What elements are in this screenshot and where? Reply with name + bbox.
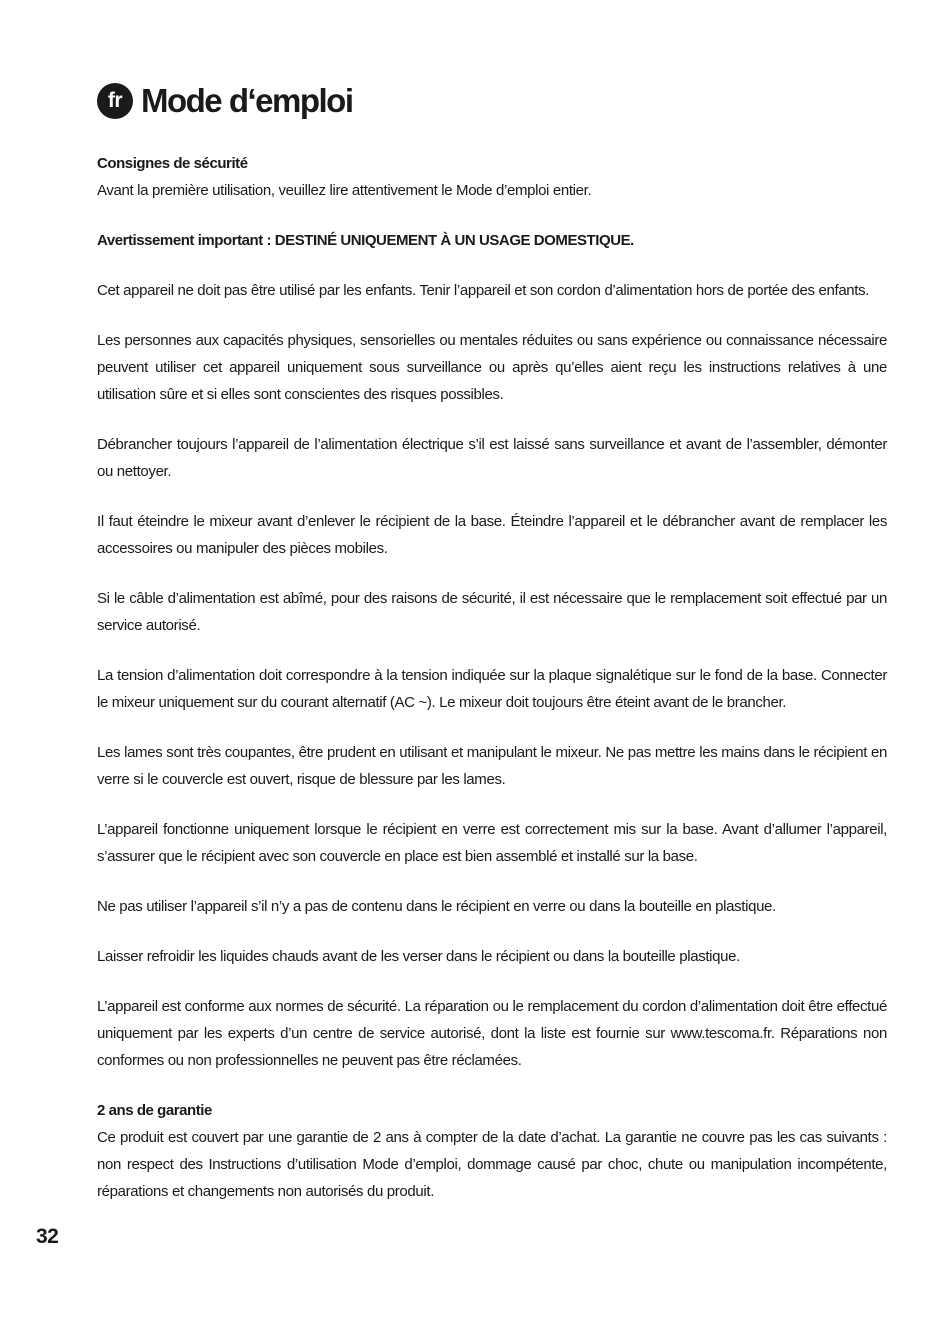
safety-paragraph: Il faut éteindre le mixeur avant d’enlever le récipient de la base. Éteindre l’appareil et le débrancher avant de remplacer les accessoires ou manipuler des pièces mobiles. bbox=[97, 513, 887, 557]
warranty-heading: 2 ans de garantie bbox=[97, 1102, 212, 1119]
page-number: 32 bbox=[36, 1225, 59, 1248]
safety-paragraph: Ne pas utiliser l’appareil s’il n’y a pas de contenu dans le récipient en verre ou dans la bouteille en plastique. bbox=[97, 898, 776, 915]
safety-heading: Consignes de sécurité bbox=[97, 155, 248, 172]
title-row bbox=[97, 78, 887, 124]
language-badge-icon: fr bbox=[97, 83, 133, 119]
safety-paragraph: L’appareil est conforme aux normes de sécurité. La réparation ou le remplacement du cordon d’alimentation doit être effectué uniquement par les experts d’un centre de service autorisé, dont la liste est fournie sur www.tescoma.fr. Réparations non conformes ou non professionnelles ne peuvent pas être réclamées. bbox=[97, 998, 887, 1069]
safety-paragraph: Cet appareil ne doit pas être utilisé par les enfants. Tenir l’appareil et son cordon d’alimentation hors de portée des enfants. bbox=[97, 282, 870, 299]
safety-paragraph: La tension d’alimentation doit correspondre à la tension indiquée sur la plaque signalétique sur le fond de la base. Connecter le mixeur uniquement sur du courant alternatif (AC ~). Le mixeur doit toujours être éteint avant de le brancher. bbox=[97, 667, 887, 711]
warranty-text: Ce produit est couvert par une garantie de 2 ans à compter de la date d’achat. La garantie ne couvre pas les cas suivants : non respect des Instructions d’utilisation Mode d’emploi, dommage causé par choc, chute ou manipulation incompétente, réparations et changements non autorisés du produit. bbox=[97, 1129, 887, 1200]
safety-intro: Avant la première utilisation, veuillez lire attentivement le Mode d’emploi entier. bbox=[97, 182, 592, 199]
warning-line: Avertissement important : DESTINÉ UNIQUEMENT À UN USAGE DOMESTIQUE. bbox=[97, 232, 634, 249]
safety-paragraph: Débrancher toujours l’appareil de l’alimentation électrique s’il est laissé sans surveillance et avant de l’assembler, démonter ou nettoyer. bbox=[97, 436, 887, 480]
safety-paragraph: L’appareil fonctionne uniquement lorsque le récipient en verre est correctement mis sur la base. Avant d’allumer l’appareil, s’assurer que le récipient avec son couvercle en place est bien assemblé et installé sur la base. bbox=[97, 821, 887, 865]
safety-paragraph: Les personnes aux capacités physiques, sensorielles ou mentales réduites ou sans expérience ou connaissance nécessaire peuvent utiliser cet appareil uniquement sous surveillance ou après qu’elles aient reçu les instructions relatives à une utilisation sûre et si elles sont conscientes des risques possibles. bbox=[97, 332, 887, 403]
document-page bbox=[97, 78, 887, 1205]
safety-paragraph: Laisser refroidir les liquides chauds avant de les verser dans le récipient ou dans la bouteille plastique. bbox=[97, 948, 740, 965]
safety-paragraph: Si le câble d’alimentation est abîmé, pour des raisons de sécurité, il est nécessaire que le remplacement soit effectué par un service autorisé. bbox=[97, 590, 887, 634]
page-title: Mode d‘emploi bbox=[141, 82, 353, 119]
safety-paragraph: Les lames sont très coupantes, être prudent en utilisant et manipulant le mixeur. Ne pas mettre les mains dans le récipient en verre si le couvercle est ouvert, risque de blessure par les lames. bbox=[97, 744, 887, 788]
